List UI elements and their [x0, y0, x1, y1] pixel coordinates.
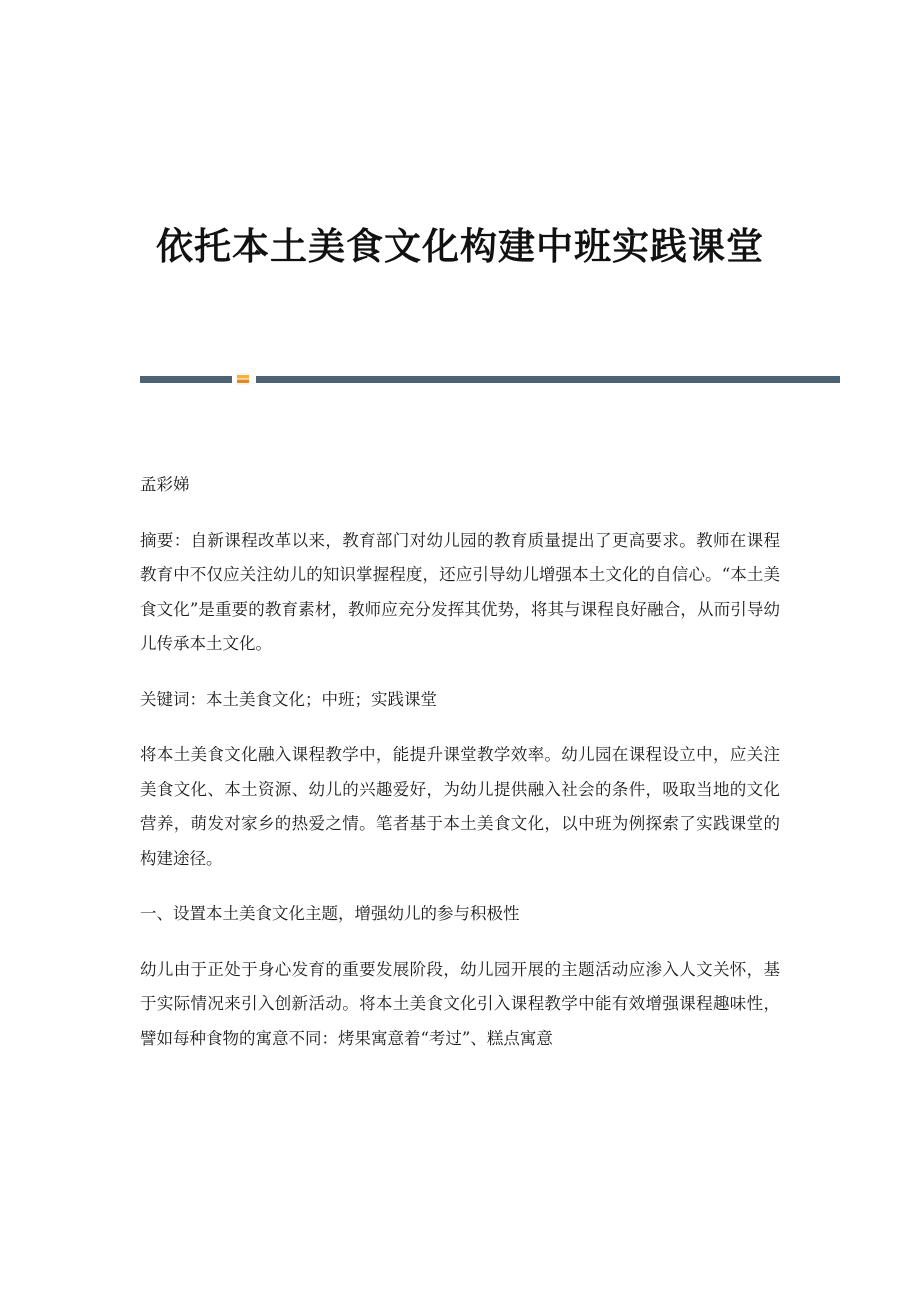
divider-bar-left	[140, 376, 232, 383]
divider-marker-icon	[236, 373, 250, 385]
title-divider	[140, 372, 840, 386]
intro-line: 班为例探索了实践课堂的构建途径。	[140, 814, 781, 868]
intro-paragraph	[140, 738, 780, 876]
intro-line: 吸取当地的文化营养，萌发对家乡的热爱之情。笔者基于本土美食文化，以中	[140, 779, 781, 833]
divider-bar-right	[256, 376, 840, 383]
section-1-paragraph	[140, 953, 780, 1057]
document-body	[140, 468, 780, 1056]
abstract-paragraph	[140, 524, 780, 662]
abstract-line: 的自信心。“本土美食文化”是重要的教育素材，教师应充分发挥其优势，将	[140, 565, 781, 619]
section-1-line: 关怀，基于实际情况来引入创新活动。将本土美食文化引入课程教学中能有效	[140, 959, 781, 1013]
abstract-line: 师在课程教育中不仅应关注幼儿的知识掌握程度，还应引导幼儿增强本土文化	[140, 530, 781, 584]
author-name: 孟彩娣	[140, 475, 190, 494]
section-1-line: 幼儿由于正处于身心发育的重要发展阶段，幼儿园开展的主题活动应渗入人文	[140, 959, 713, 979]
section-1-line: 增强课程趣味性，譬如每种食物的寓意不同：烤果寓意着“考过”、糕点寓意	[140, 994, 781, 1048]
document-title: 依托本土美食文化构建中班实践课堂	[156, 224, 764, 268]
keywords-line: 关键词：本土美食文化；中班；实践课堂	[140, 689, 437, 709]
intro-line: 应关注美食文化、本土资源、幼儿的兴趣爱好，为幼儿提供融入社会的条件，	[140, 745, 781, 799]
abstract-line: 摘要：自新课程改革以来，教育部门对幼儿园的教育质量提出了更高要求。教	[140, 530, 713, 550]
section-1-heading: 一、设置本土美食文化主题，增强幼儿的参与积极性	[140, 904, 520, 923]
intro-line: 将本土美食文化融入课程教学中，能提升课堂教学效率。幼儿园在课程设立中，	[140, 745, 730, 764]
abstract-line: 其与课程良好融合，从而引导幼儿传承本土文化。	[140, 599, 780, 653]
